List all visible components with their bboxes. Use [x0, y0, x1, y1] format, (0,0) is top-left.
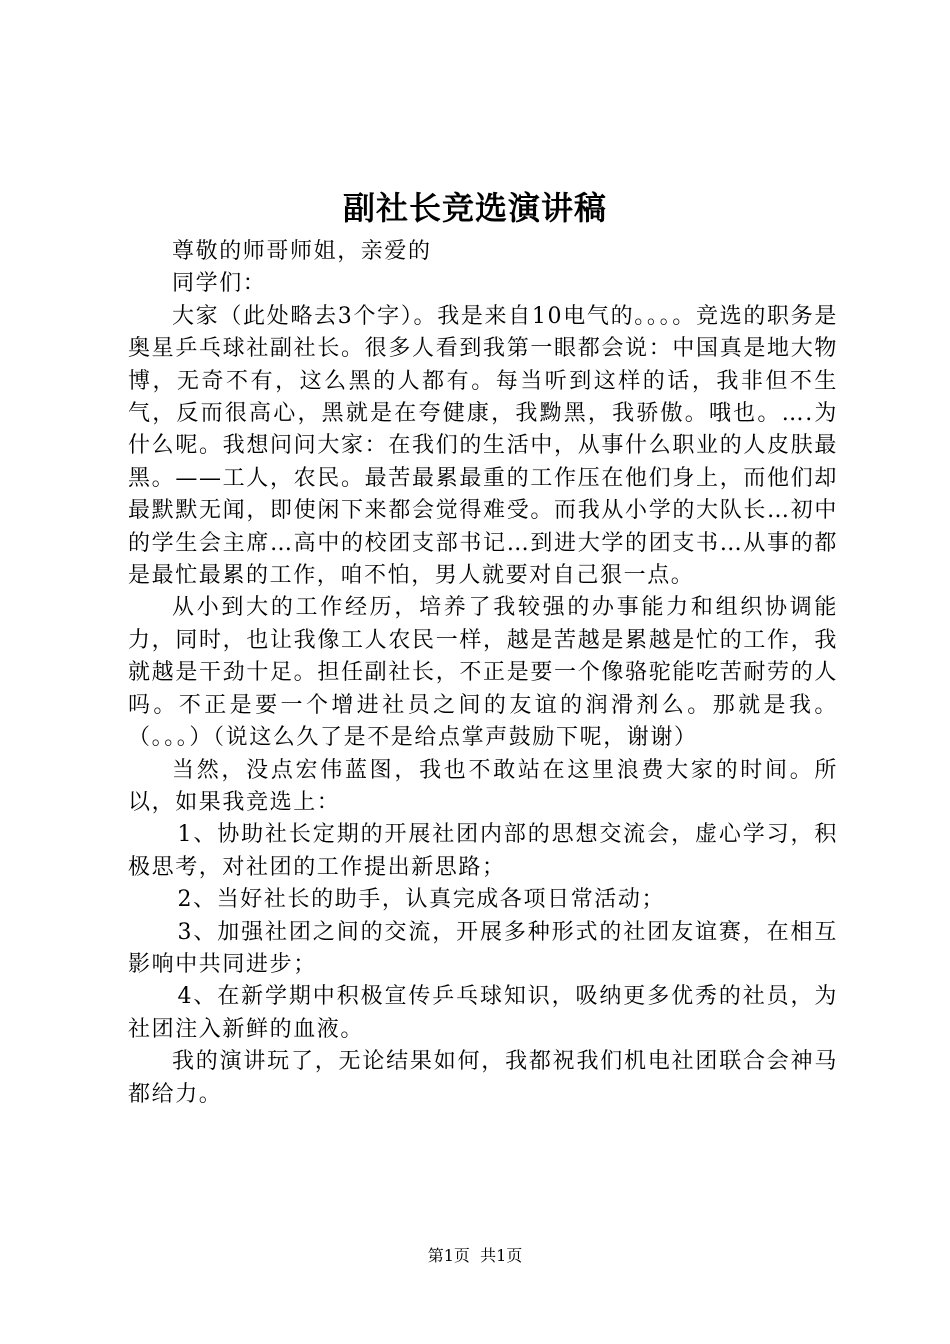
salutation-line-1: 尊敬的师哥师姐，亲爱的 — [172, 239, 432, 264]
page-footer — [0, 1244, 950, 1268]
paragraph-introduction: 大家（此处略去3个字）。我是来自10电气的。。。。竞选的职务是奥星乒乓球社副社长。很多人看到我第一眼都会说：中国真是地大物博，无奇不有，这么黑的人都有。每当听到这样的话，我非但不生气，反而很高心，黑就是在夸健康，我黝黑，我骄傲。哦也。….为什么呢。我想问问大家：在我们的生活中，从事什么职业的人皮肤最黑。——工人，农民。最苦最累最重的工作压在他们身上，而他们却最默默无闻，即使闲下来都会觉得难受。而我从小学的大队长…初中的学生会主席…高中的校团支部书记…到进大学的团支书…从事的都是最忙最累的工作，咱不怕，男人就要对自己狠一点。 — [128, 303, 838, 589]
plan-item-1: 1、协助社长定期的开展社团内部的思想交流会，虚心学习，积极思考，对社团的工作提出新思路； — [128, 822, 838, 880]
paragraph-experience: 从小到大的工作经历，培养了我较强的办事能力和组织协调能力，同时，也让我像工人农民一样，越是苦越是累越是忙的工作，我就越是干劲十足。担任副社长，不正是要一个像骆驼能吃苦耐劳的人吗。不正是要一个增进社员之间的友谊的润滑剂么。那就是我。（。。。）（说这么久了是不是给点掌声鼓励下呢，谢谢） — [128, 595, 838, 751]
document-body — [128, 236, 838, 1111]
plan-item-3: 3、加强社团之间的交流，开展多种形式的社团友谊赛，在相互影响中共同进步； — [128, 919, 838, 977]
paragraph-plan-intro: 当然，没点宏伟蓝图，我也不敢站在这里浪费大家的时间。所以，如果我竞选上： — [128, 757, 838, 815]
salutation-line-2: 同学们： — [172, 271, 267, 297]
page-number: 第1页 — [427, 1246, 470, 1265]
plan-item-2: 2、当好社长的助手，认真完成各项日常活动； — [177, 887, 666, 913]
plan-item-4: 4、在新学期中积极宣传乒乓球知识，吸纳更多优秀的社员，为社团注入新鲜的血液。 — [128, 984, 838, 1042]
page-total: 共1页 — [480, 1246, 523, 1265]
paragraph-closing: 我的演讲玩了，无论结果如何，我都祝我们机电社团联合会神马都给力。 — [128, 1049, 838, 1107]
document-title: 副社长竞选演讲稿 — [342, 189, 607, 227]
